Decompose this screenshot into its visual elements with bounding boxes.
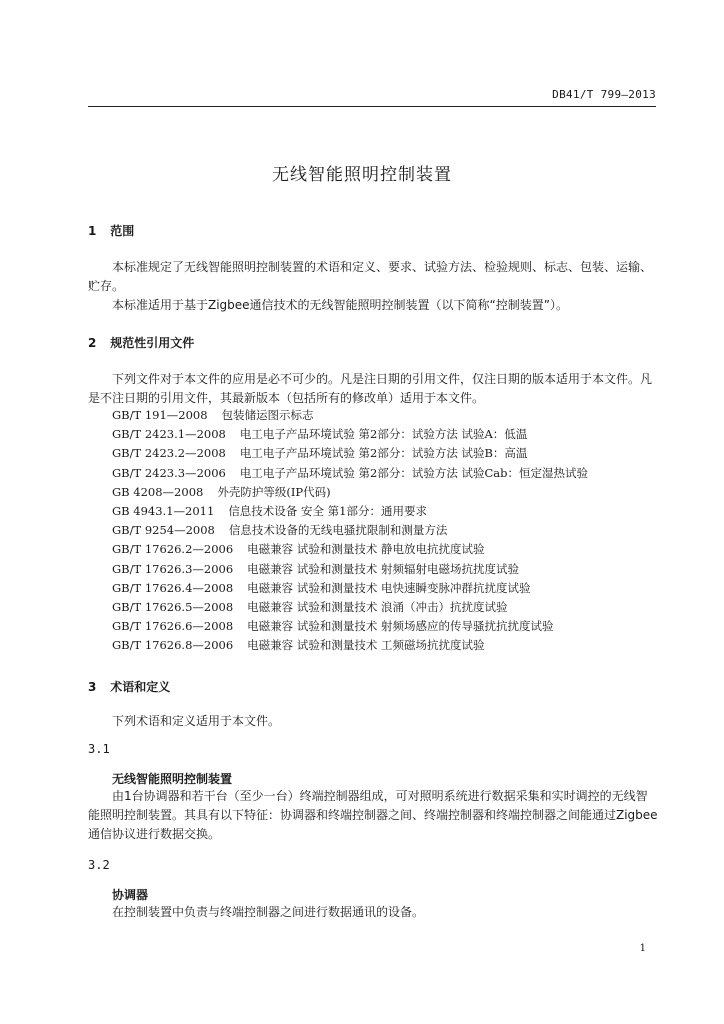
reference-code: GB/T 17626.4—2008 xyxy=(112,580,234,595)
section-number: 3 xyxy=(88,680,97,694)
section-label: 规范性引用文件 xyxy=(110,336,195,350)
reference-title: 电磁兼容 试验和测量技术 浪涌（冲击）抗扰度试验 xyxy=(247,599,508,614)
reference-item xyxy=(112,502,658,521)
term-name: 协调器 xyxy=(112,888,149,902)
paragraph: 本标准适用于基于Zigbee通信技术的无线智能照明控制装置（以下简称“控制装置”）。 xyxy=(112,298,568,312)
reference-item xyxy=(112,425,658,444)
reference-code: GB/T 2423.2—2008 xyxy=(112,446,226,461)
reference-title: 信息技术设备 安全 第1部分：通用要求 xyxy=(228,503,427,518)
section-2-body xyxy=(88,370,658,408)
reference-title: 电工电子产品环境试验 第2部分：试验方法 试验Cab：恒定湿热试验 xyxy=(239,465,588,480)
reference-item xyxy=(112,540,658,559)
section-label: 术语和定义 xyxy=(110,680,171,694)
section-label: 范围 xyxy=(110,224,135,238)
section-number: 1 xyxy=(88,224,97,238)
reference-code: GB/T 17626.3—2006 xyxy=(112,561,234,576)
paragraph: 下列术语和定义适用于本文件。 xyxy=(112,714,281,728)
reference-title: 信息技术设备的无线电骚扰限制和测量方法 xyxy=(228,523,448,538)
paragraph: 本标准规定了无线智能照明控制装置的术语和定义、要求、试验方法、检验规则、标志、包装、运输、贮存。 xyxy=(88,260,653,293)
reference-item xyxy=(112,521,658,540)
reference-title: 电工电子产品环境试验 第2部分：试验方法 试验B：高温 xyxy=(239,446,528,461)
section-number: 2 xyxy=(88,336,97,350)
reference-list xyxy=(112,406,658,655)
section-3-body xyxy=(88,712,658,731)
header-rule xyxy=(88,106,656,107)
reference-title: 电磁兼容 试验和测量技术 射频场感应的传导骚扰抗扰度试验 xyxy=(247,619,554,634)
reference-title: 电工电子产品环境试验 第2部分：试验方法 试验A：低温 xyxy=(239,427,528,442)
reference-code: GB/T 9254—2008 xyxy=(112,523,215,538)
section-1-heading xyxy=(88,222,658,239)
term-definition xyxy=(88,903,658,922)
reference-item xyxy=(112,636,658,655)
reference-item xyxy=(112,579,658,598)
reference-code: GB 4208—2008 xyxy=(112,484,204,499)
reference-title: 电磁兼容 试验和测量技术 静电放电抗扰度试验 xyxy=(247,542,485,557)
reference-code: GB 4943.1—2011 xyxy=(112,503,215,518)
reference-title: 电磁兼容 试验和测量技术 射频辐射电磁场抗扰度试验 xyxy=(247,561,519,576)
reference-title: 电磁兼容 试验和测量技术 电快速瞬变脉冲群抗扰度试验 xyxy=(247,580,531,595)
paragraph: 在控制装置中负责与终端控制器之间进行数据通讯的设备。 xyxy=(112,905,425,919)
reference-item xyxy=(112,617,658,636)
reference-code: GB/T 17626.5—2008 xyxy=(112,599,234,614)
reference-title: 电磁兼容 试验和测量技术 工频磁场抗扰度试验 xyxy=(247,638,485,653)
term-definition xyxy=(88,787,658,844)
page-number: 1 xyxy=(639,943,646,954)
reference-code: GB/T 17626.8—2006 xyxy=(112,638,234,653)
paragraph: 下列文件对于本文件的应用是必不可少的。凡是注日期的引用文件，仅注日期的版本适用于本文件。凡是不注日期的引用文件，其最新版本（包括所有的修改单）适用于本文件。 xyxy=(88,372,653,405)
reference-item xyxy=(112,598,658,617)
section-1-body xyxy=(88,258,658,315)
reference-item xyxy=(112,444,658,463)
reference-code: GB/T 191—2008 xyxy=(112,408,208,422)
reference-item xyxy=(112,406,658,425)
reference-item xyxy=(112,560,658,579)
reference-code: GB/T 17626.2—2006 xyxy=(112,542,234,557)
section-3-heading xyxy=(88,678,658,695)
document-code: DB41/T 799—2013 xyxy=(552,88,656,101)
reference-item xyxy=(112,483,658,502)
reference-code: GB/T 2423.1—2008 xyxy=(112,427,226,442)
term-name: 无线智能照明控制装置 xyxy=(112,772,233,786)
paragraph: 由1台协调器和若干台（至少一台）终端控制器组成，可对照明系统进行数据采集和实时调控的无线智能照明控制装置。其具有以下特征：协调器和终端控制器之间、终端控制器和终端控制器之间能通过Zigbee通信协议进行数据交换。 xyxy=(88,789,658,841)
document-title: 无线智能照明控制装置 xyxy=(272,165,452,185)
term-number: 3.2 xyxy=(88,858,110,872)
reference-title: 包装储运图示标志 xyxy=(221,408,314,422)
term-number: 3.1 xyxy=(88,742,110,756)
reference-code: GB/T 17626.6—2008 xyxy=(112,619,234,634)
reference-code: GB/T 2423.3—2006 xyxy=(112,465,226,480)
reference-title: 外壳防护等级(IP代码) xyxy=(217,484,331,499)
section-2-heading xyxy=(88,334,658,351)
reference-item xyxy=(112,464,658,483)
